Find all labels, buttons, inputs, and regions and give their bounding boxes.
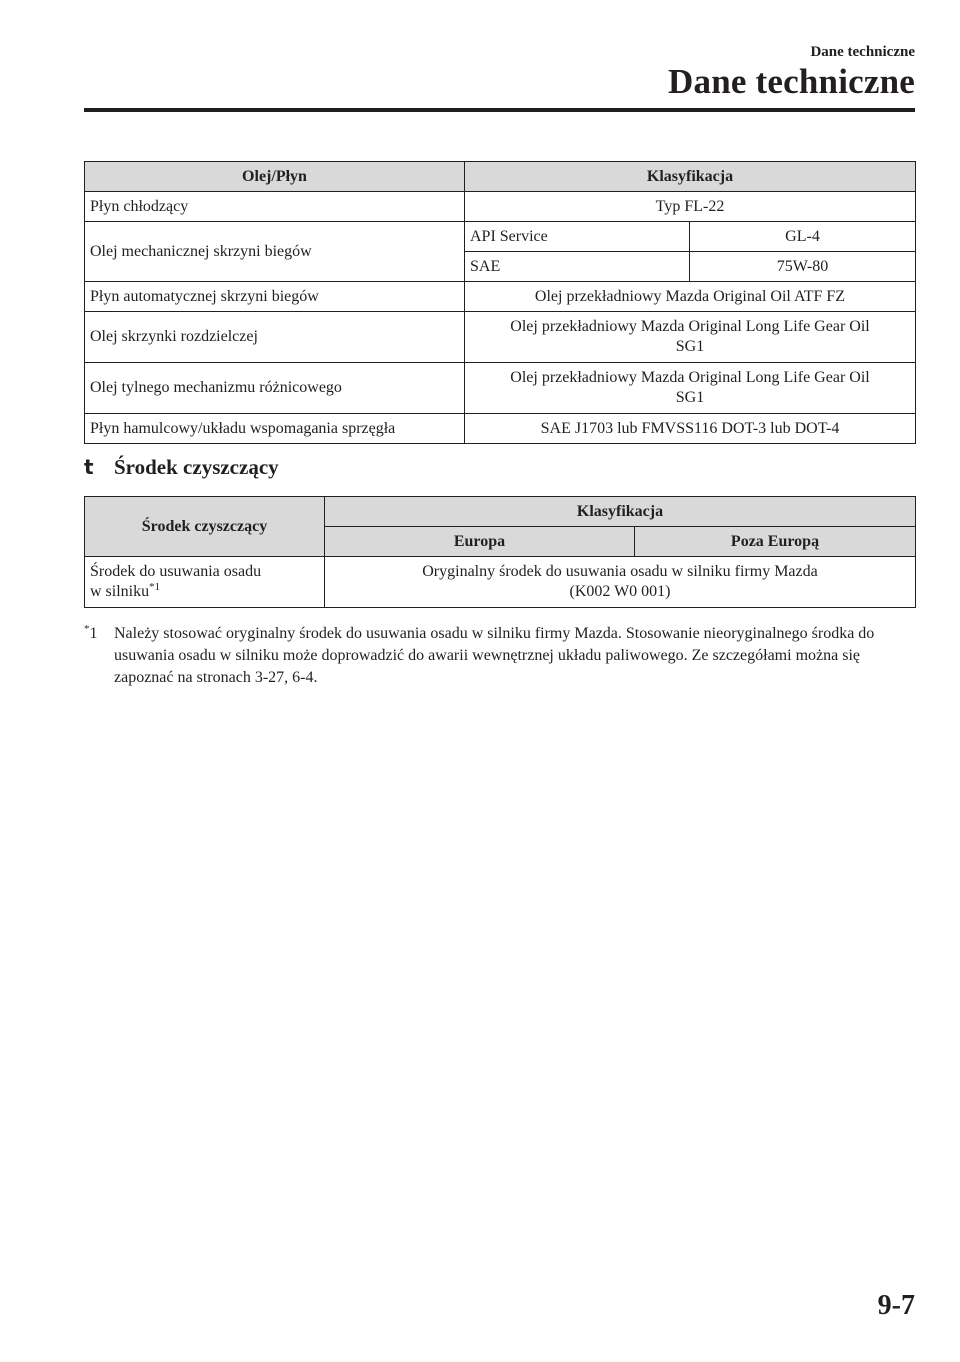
running-header-small: Dane techniczne — [810, 44, 915, 60]
row-value-line: (K002 W0 001) — [569, 583, 671, 600]
row-value: Olej przekładniowy Mazda Original Oil ATF FZ — [465, 282, 916, 312]
header-cleaning-agent: Środek czyszczący — [85, 497, 325, 557]
row-value — [465, 312, 916, 363]
fluids-table — [84, 161, 916, 444]
row-value-line: Olej przekładniowy Mazda Original Long Life Gear Oil — [510, 318, 870, 335]
table-row — [85, 282, 916, 312]
row-label — [85, 557, 325, 608]
row-label: Olej mechanicznej skrzyni biegów — [85, 222, 465, 282]
table-row — [85, 363, 916, 414]
row-label: Płyn chłodzący — [85, 192, 465, 222]
row-label: Olej tylnego mechanizmu różnicowego — [85, 363, 465, 414]
row-value-line: Olej przekładniowy Mazda Original Long Life Gear Oil — [510, 369, 870, 386]
header-classification: Klasyfikacja — [325, 497, 916, 527]
table-row — [85, 222, 916, 252]
row-label: Płyn automatycznej skrzyni biegów — [85, 282, 465, 312]
section-marker-icon: t — [84, 455, 94, 479]
section-title: Środek czyszczący — [114, 455, 279, 479]
page-number: 9-7 — [877, 1290, 915, 1321]
footnote-number: 1 — [89, 625, 98, 642]
footnote-mark — [84, 623, 114, 645]
header-rule — [84, 108, 915, 112]
header-europe: Europa — [325, 527, 635, 557]
row-value-line: SG1 — [675, 338, 705, 355]
row-label-line: w silniku — [90, 583, 150, 600]
row-standard: API Service — [465, 222, 690, 252]
row-label-line: Środek do usuwania osadu — [90, 563, 262, 580]
running-header-title: Dane techniczne — [668, 62, 915, 101]
footnote-reference: *1 — [149, 581, 161, 593]
row-label: Płyn hamulcowy/układu wspomagania sprzęgła — [85, 414, 465, 444]
cleaner-table — [84, 496, 916, 608]
header-oil-fluid: Olej/Płyn — [85, 162, 465, 192]
cleaner-header-row — [85, 497, 916, 527]
row-value: SAE J1703 lub FMVSS116 DOT-3 lub DOT-4 — [465, 414, 916, 444]
footnote-asterisk: * — [84, 623, 90, 635]
row-value: 75W-80 — [690, 252, 916, 282]
table-row — [85, 312, 916, 363]
table-row — [85, 414, 916, 444]
footnote-text: Należy stosować oryginalny środek do usuwania osadu w silniku firmy Mazda. Stosowanie nieoryginalnego środka do usuwania osadu w silniku może doprowadzić do awarii wewnętrznej układu paliwowego. Ze szczegółami można się zapoznać na stronach 3-27, 6-4. — [114, 625, 875, 686]
header-outside-europe: Poza Europą — [635, 527, 916, 557]
row-value — [325, 557, 916, 608]
row-value: Typ FL-22 — [465, 192, 916, 222]
fluids-header-row — [85, 162, 916, 192]
footnote — [84, 623, 914, 689]
row-value — [465, 363, 916, 414]
table-row — [85, 557, 916, 608]
header-classification: Klasyfikacja — [465, 162, 916, 192]
section-heading — [84, 455, 279, 480]
table-row — [85, 192, 916, 222]
row-value: GL-4 — [690, 222, 916, 252]
row-label: Olej skrzynki rozdzielczej — [85, 312, 465, 363]
row-value-line: SG1 — [675, 389, 705, 406]
row-standard: SAE — [465, 252, 690, 282]
row-value-line: Oryginalny środek do usuwania osadu w silniku firmy Mazda — [422, 563, 818, 580]
